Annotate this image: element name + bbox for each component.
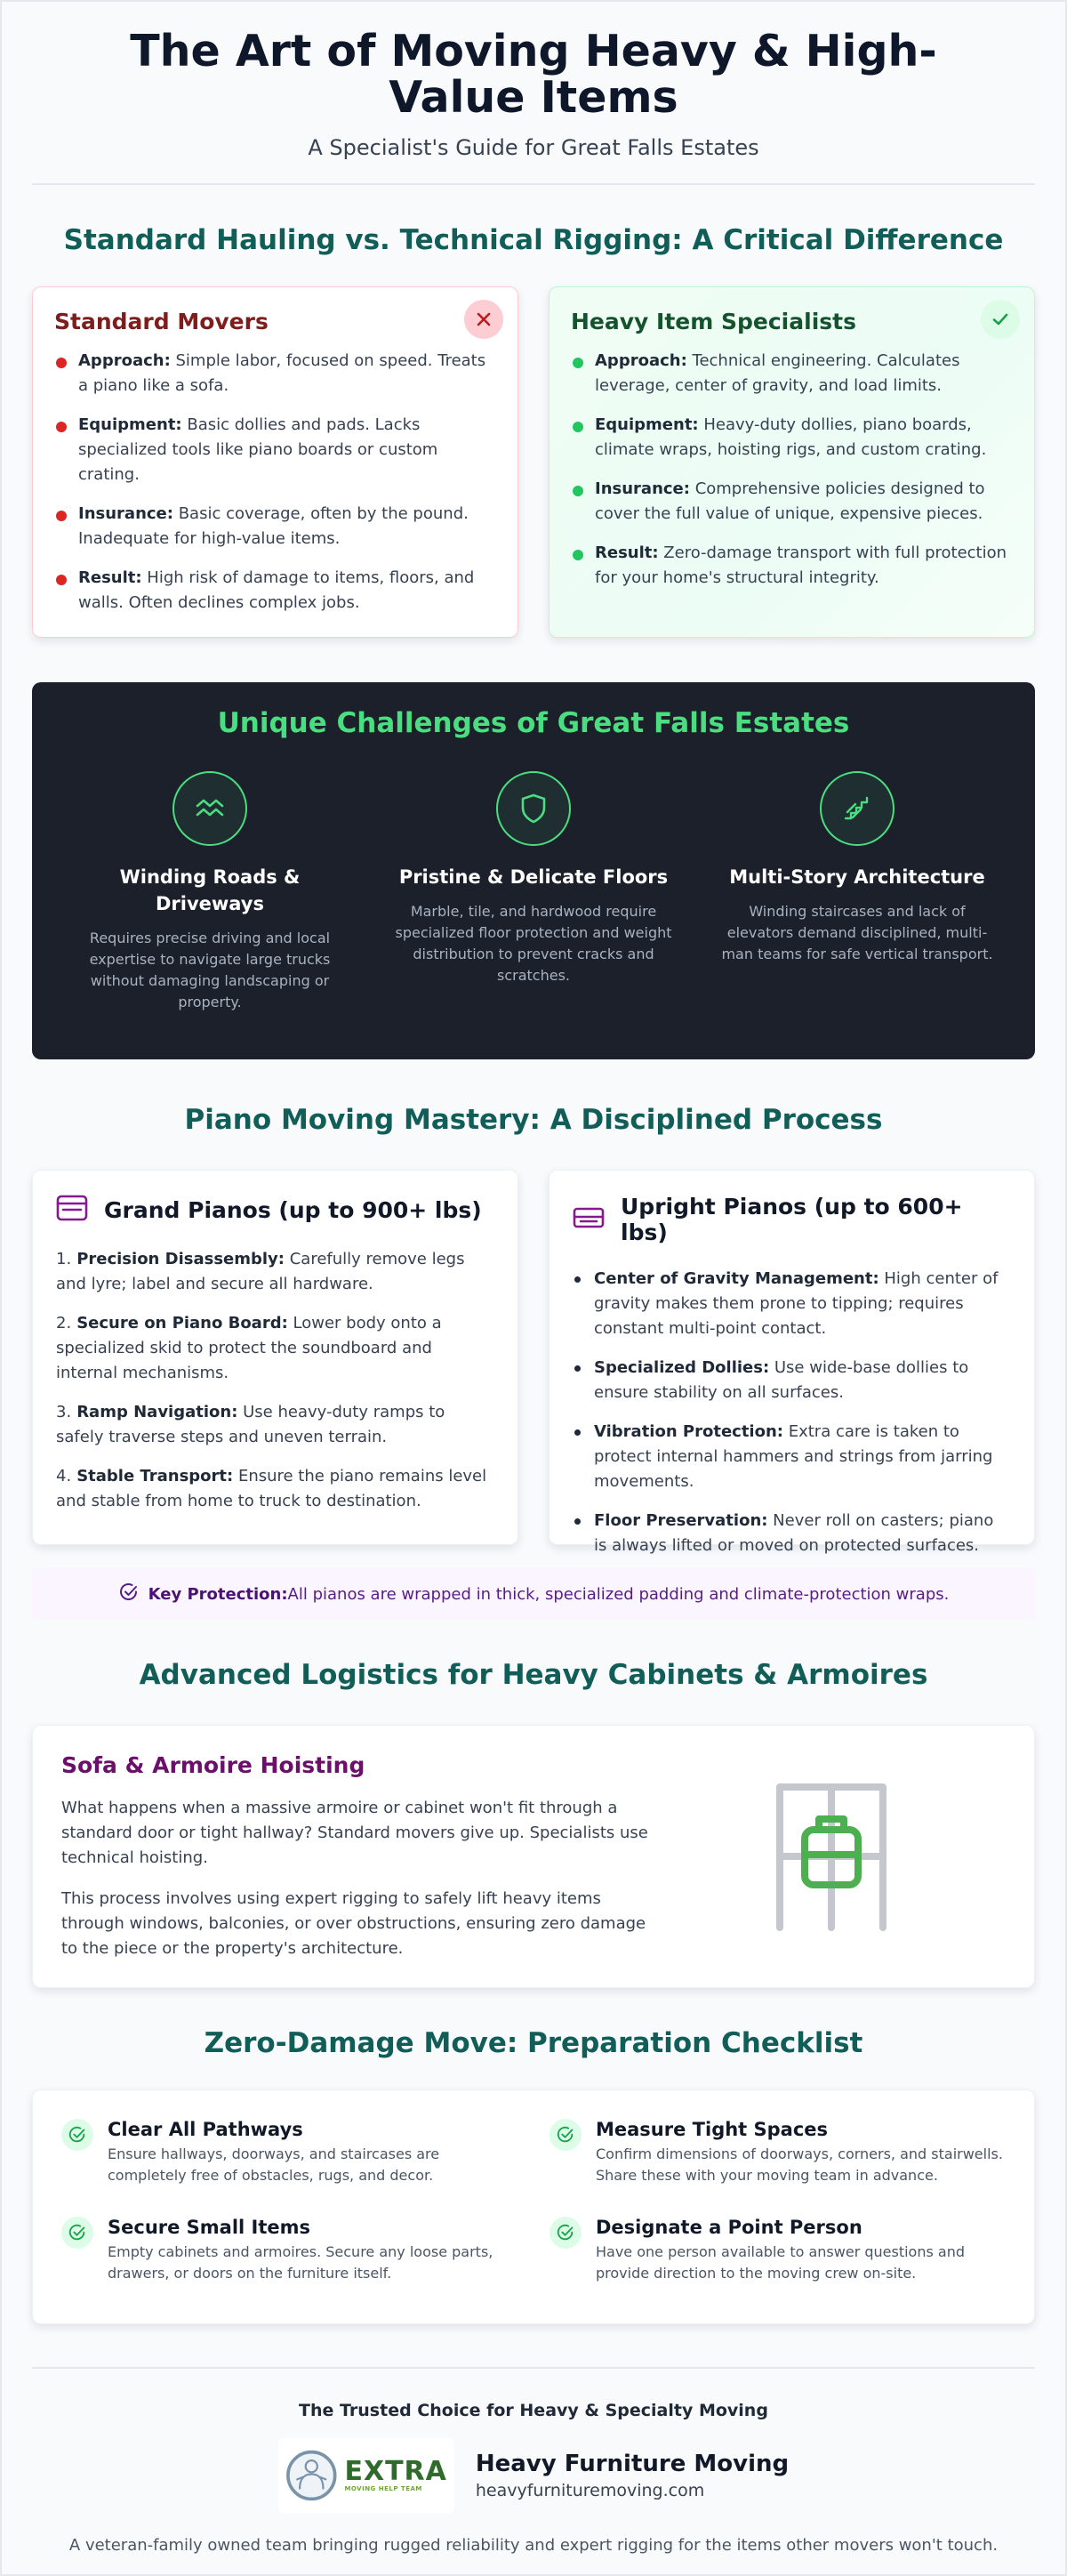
item-text: Use wide-base dollies to ensure stability on all surfaces. (594, 1358, 969, 1402)
bullet-dot (56, 422, 67, 432)
standard-movers-list (54, 349, 496, 616)
check-circle-icon (61, 2217, 93, 2249)
check-icon (981, 300, 1020, 339)
bullet-dot (573, 358, 583, 368)
item-label: Equipment: (78, 415, 182, 434)
checklist-card (32, 2089, 1035, 2324)
item-text: Basic coverage, often by the pound. Inadequate for high-value items. (78, 504, 469, 548)
item-label: Equipment: (595, 415, 699, 434)
hero (32, 28, 1035, 160)
hoisting-paragraph: What happens when a massive armoire or cabinet won't fit through a standard door or tight hallway? Standard movers give up. Specialists use technical hoisting. (61, 1799, 648, 1867)
list-item (54, 413, 496, 487)
item-label: Stable Transport: (76, 1467, 234, 1485)
stairs-icon (820, 771, 895, 846)
item-text: Extra care is taken to protect internal hammers and strings from jarring movements. (594, 1422, 993, 1491)
upright-piano-card (549, 1170, 1035, 1555)
company-name: Heavy Furniture Moving (475, 2451, 790, 2477)
item-text: Carefully remove legs and lyre; label and secure all hardware. (56, 1250, 465, 1293)
item-text: High risk of damage to items, floors, and walls. Often declines complex jobs. (78, 568, 475, 612)
challenge-text: Marble, tile, and hardwood require specialized floor protection and weight distribution to prevent cracks and scratches. (395, 903, 672, 984)
challenge-text: Requires precise driving and local expertise to navigate large trucks without damaging landscaping or property. (89, 930, 331, 1010)
check-circle-icon (61, 2119, 93, 2151)
key-protection-label: Key Protection: (148, 1584, 288, 1604)
divider (32, 183, 1035, 185)
list-item (573, 1267, 1011, 1341)
hoisting-icon (657, 1752, 1006, 1960)
winding-road-icon (172, 771, 247, 846)
item-label: Secure on Piano Board: (76, 1314, 288, 1332)
check-circle-icon (550, 2119, 582, 2151)
item-label: Result: (595, 543, 659, 562)
check-circle-icon (118, 1582, 140, 1607)
card-header (573, 1194, 1011, 1245)
challenge-text: Winding staircases and lack of elevators demand disciplined, multi-man teams for safe vertical transport. (721, 903, 993, 962)
comparison-title: Standard Hauling vs. Technical Rigging: A Critical Difference (63, 224, 1004, 256)
logo-wordmark (344, 2456, 447, 2492)
challenge-item (715, 771, 999, 1013)
specialists-list (571, 349, 1013, 591)
standard-movers-title: Standard Movers (54, 309, 269, 334)
challenges-panel (32, 682, 1035, 1059)
item-label: Insurance: (595, 479, 690, 498)
list-item (571, 541, 1013, 591)
list-item (54, 502, 496, 551)
specialists-title: Heavy Item Specialists (571, 309, 856, 334)
grand-piano-title: Grand Pianos (up to 900+ lbs) (104, 1196, 482, 1223)
list-item (56, 1247, 494, 1297)
checklist-item-text: Ensure hallways, doorways, and staircases are completely free of obstacles, rugs, and decor. (108, 2145, 440, 2184)
item-label: Approach: (78, 351, 171, 370)
challenge-title: Winding Roads & Driveways (119, 866, 301, 914)
brand-block (32, 2438, 1035, 2513)
upright-piano-list (573, 1267, 1011, 1558)
piano-title: Piano Moving Mastery: A Disciplined Process (184, 1104, 883, 1136)
list-item (56, 1464, 494, 1514)
item-label: Result: (78, 568, 142, 587)
list-item (573, 1420, 1011, 1494)
item-label: Precision Disassembly: (76, 1250, 285, 1268)
list-item (54, 566, 496, 616)
checklist-item-text: Empty cabinets and armoires. Secure any loose parts, drawers, or doors on the furniture itself. (108, 2243, 493, 2282)
checklist-item-title: Clear All Pathways (108, 2119, 303, 2140)
list-item (56, 1311, 494, 1386)
footer-blurb: A veteran-family owned team bringing rugged reliability and expert rigging for the items other movers won't touch. (68, 2536, 999, 2555)
company-url[interactable]: heavyfurnituremoving.com (475, 2481, 705, 2500)
list-item (56, 1400, 494, 1450)
challenge-title: Pristine & Delicate Floors (398, 866, 669, 888)
item-label: Ramp Navigation: (76, 1403, 238, 1421)
challenge-item (391, 771, 676, 1013)
item-text: Technical engineering. Calculates leverage, center of gravity, and load limits. (595, 351, 960, 395)
item-text: Basic dollies and pads. Lacks specialized tools like piano boards or custom crating. (78, 415, 438, 484)
standard-movers-card (32, 286, 518, 638)
step-number: 1. (56, 1250, 72, 1268)
list-item (573, 1509, 1011, 1558)
step-number: 3. (56, 1403, 72, 1421)
hoisting-title: Sofa & Armoire Hoisting (61, 1752, 365, 1778)
checklist-item-text: Have one person available to answer questions and provide direction to the moving crew on-site. (596, 2243, 965, 2282)
checklist-item (550, 2119, 1006, 2197)
logo-word: EXTRA (344, 2456, 447, 2487)
bullet-dot (573, 486, 583, 496)
checklist-item (61, 2119, 517, 2197)
page-subtitle: A Specialist's Guide for Great Falls Estates (308, 135, 759, 160)
bullet-dot (573, 422, 583, 432)
list-item (571, 413, 1013, 463)
checklist-item-title: Secure Small Items (108, 2217, 311, 2238)
item-text: Heavy-duty dollies, piano boards, climate wraps, hoisting rigs, and custom crating. (595, 415, 987, 459)
item-label: Floor Preservation: (594, 1511, 768, 1530)
comparison-cards (32, 286, 1035, 638)
footer (32, 2367, 1035, 2555)
item-label: Center of Gravity Management: (594, 1269, 879, 1288)
checklist-item (550, 2217, 1006, 2295)
logistics-title: Advanced Logistics for Heavy Cabinets & Armoires (139, 1659, 928, 1691)
grand-piano-steps (56, 1247, 494, 1514)
list-item (54, 349, 496, 398)
item-text: Zero-damage transport with full protection for your home's structural integrity. (595, 543, 1007, 587)
item-label: Specialized Dollies: (594, 1358, 770, 1377)
item-text: Use heavy-duty ramps to safely traverse steps and uneven terrain. (56, 1403, 445, 1446)
grand-piano-icon (56, 1194, 88, 1226)
shield-icon (496, 771, 571, 846)
key-protection-text: All pianos are wrapped in thick, specialized padding and climate-protection wraps. (287, 1584, 950, 1604)
item-text: Never roll on casters; piano is always lifted or moved on protected surfaces. (594, 1511, 994, 1555)
key-protection-banner (32, 1568, 1035, 1620)
checklist-title: Zero-Damage Move: Preparation Checklist (204, 2027, 863, 2059)
logo-subtext: MOVING HELP TEAM (344, 2485, 422, 2492)
bullet-dot (56, 575, 67, 585)
specialists-card (549, 286, 1035, 638)
checklist-item-title: Designate a Point Person (596, 2217, 862, 2238)
grand-piano-card (32, 1170, 518, 1545)
piano-cards (32, 1170, 1035, 1555)
item-label: Vibration Protection: (594, 1422, 783, 1441)
card-header (56, 1194, 494, 1226)
item-label: Insurance: (78, 504, 173, 523)
page-title: The Art of Moving Heavy & High-Value Items (130, 26, 937, 123)
hoisting-card (32, 1725, 1035, 1988)
upright-piano-title: Upright Pianos (up to 600+ lbs) (621, 1194, 963, 1245)
item-text: Lower body onto a specialized skid to protect the soundboard and internal mechanisms. (56, 1314, 442, 1382)
challenge-title: Multi-Story Architecture (729, 866, 985, 888)
checklist-item (61, 2217, 517, 2295)
checklist-item-title: Measure Tight Spaces (596, 2119, 829, 2140)
item-text: High center of gravity makes them prone to tipping; requires constant multi-point contact. (594, 1269, 999, 1338)
hoisting-text (61, 1752, 657, 1960)
company-logo[interactable] (278, 2438, 454, 2513)
bullet-dot (56, 358, 67, 368)
item-text: Ensure the piano remains level and stable from home to truck to destination. (56, 1467, 487, 1510)
challenges-title: Unique Challenges of Great Falls Estates (217, 707, 850, 739)
bullet-dot (56, 511, 67, 521)
item-text: Simple labor, focused on speed. Treats a piano like a sofa. (78, 351, 486, 395)
mover-mascot-icon (285, 2440, 338, 2511)
challenges-row (68, 771, 999, 1013)
checklist-item-text: Confirm dimensions of doorways, corners, and stairwells. Share these with your moving team in advance. (596, 2145, 1003, 2184)
item-label: Approach: (595, 351, 687, 370)
list-item (571, 477, 1013, 527)
brand-text (476, 2451, 789, 2500)
step-number: 4. (56, 1467, 72, 1485)
challenge-item (68, 771, 352, 1013)
list-item (573, 1356, 1011, 1405)
footer-tagline: The Trusted Choice for Heavy & Specialty Moving (299, 2401, 768, 2420)
bullet-dot (573, 550, 583, 560)
x-icon (464, 300, 503, 339)
upright-piano-icon (573, 1206, 605, 1233)
check-circle-icon (550, 2217, 582, 2249)
hoisting-paragraph: This process involves using expert rigging to safely lift heavy items through windows, balconies, or over obstructions, ensuring zero damage to the piece or the property's architecture. (61, 1889, 646, 1958)
step-number: 2. (56, 1314, 72, 1332)
list-item (571, 349, 1013, 398)
item-text: Comprehensive policies designed to cover the full value of unique, expensive pieces. (595, 479, 985, 523)
